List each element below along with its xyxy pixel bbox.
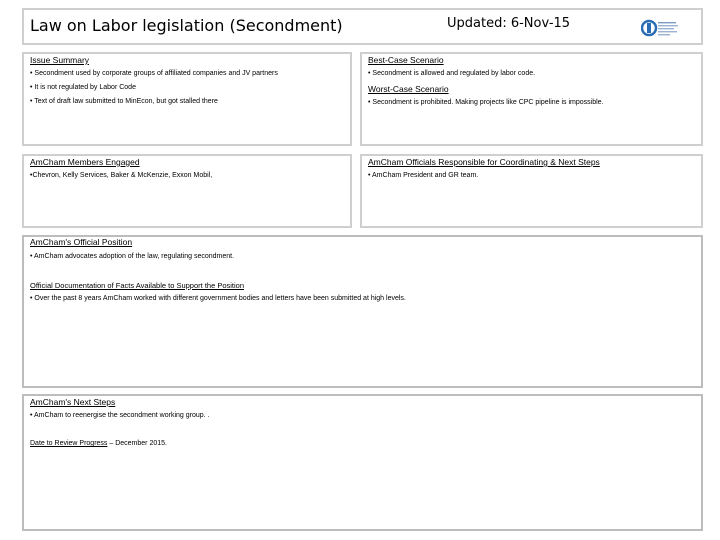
next-steps-text: • AmCham to reenergise the secondment working group. .	[30, 412, 210, 419]
documentation-heading: Official Documentation of Facts Available to Support the Position	[30, 281, 245, 290]
position-text: • AmCham advocates adoption of the law, regulating secondment.	[30, 253, 235, 260]
worst-case-text: • Secondment is prohibited. Making projects like CPC pipeline is impossible.	[368, 99, 604, 106]
review-date	[30, 440, 167, 447]
amcham-logo-icon	[641, 17, 681, 39]
issue-summary-bullet: • It is not regulated by Labor Code	[30, 84, 136, 91]
review-value: – December 2015.	[107, 440, 167, 447]
documentation-text: • Over the past 8 years AmCham worked with different government bodies and letters have been submitted at high levels.	[30, 295, 406, 302]
next-steps-heading: AmCham's Next Steps	[30, 397, 116, 407]
worst-case-heading: Worst-Case Scenario	[368, 84, 449, 94]
members-text: •Chevron, Kelly Services, Baker & McKenzie, Exxon Mobil,	[30, 172, 213, 179]
issue-summary-heading: Issue Summary	[30, 55, 90, 65]
best-case-heading: Best-Case Scenario	[368, 55, 444, 65]
issue-summary-bullet: • Text of draft law submitted to MinEcon, but got stalled there	[30, 98, 218, 105]
best-case-text: • Secondment is allowed and regulated by labor code.	[368, 70, 536, 77]
officials-heading: AmCham Officials Responsible for Coordinating & Next Steps	[368, 157, 600, 167]
updated-date: Updated: 6-Nov-15	[447, 16, 571, 31]
page-title: Law on Labor legislation (Secondment)	[30, 16, 343, 35]
issue-summary-bullet: • Secondment used by corporate groups of affiliated companies and JV partners	[30, 70, 278, 77]
position-heading: AmCham's Official Position	[30, 237, 133, 247]
review-label: Date to Review Progress	[30, 440, 108, 447]
officials-text: • AmCham President and GR team.	[368, 172, 479, 179]
members-heading: AmCham Members Engaged	[30, 157, 140, 167]
